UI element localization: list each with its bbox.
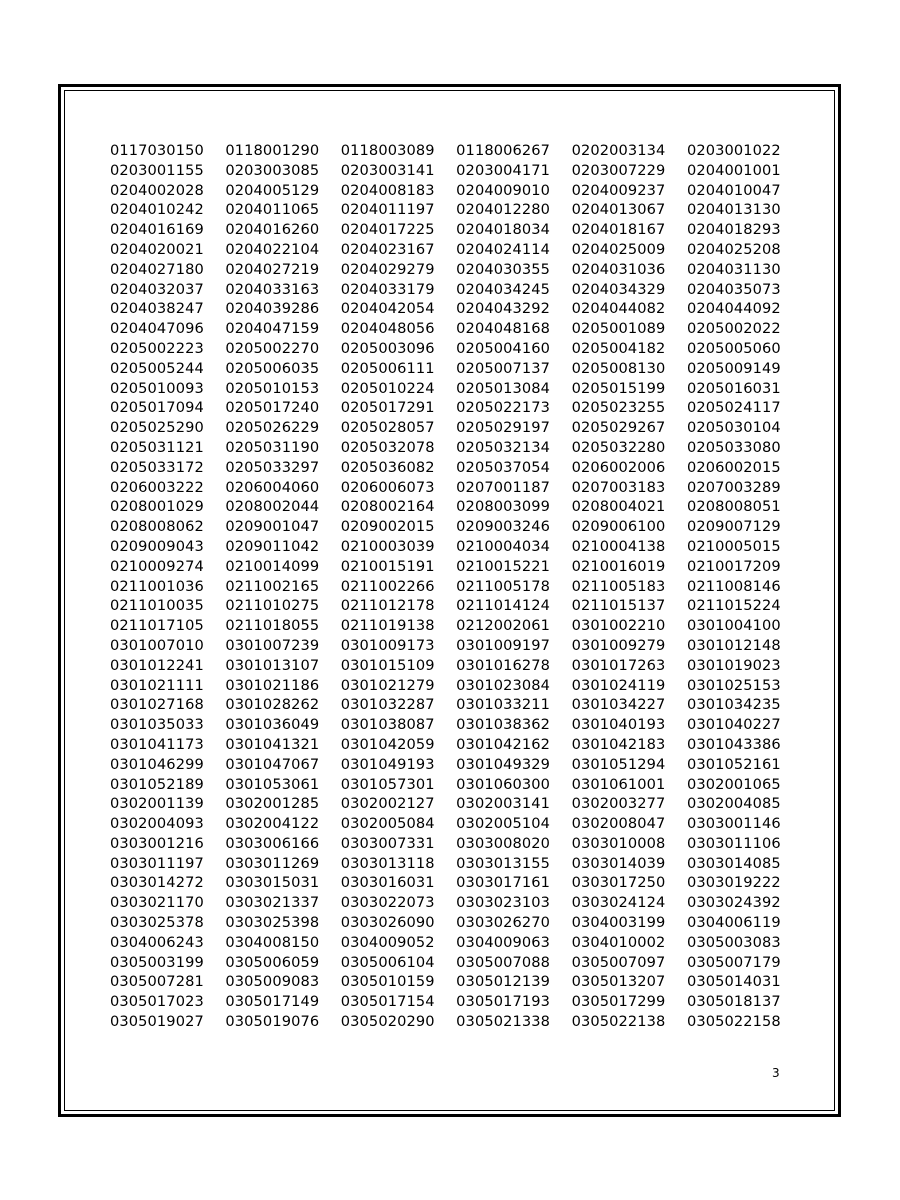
number-cell: 0210004138 [571, 537, 666, 555]
number-cell: 0303014085 [686, 854, 781, 872]
number-cell: 0205017094 [110, 399, 204, 417]
number-cell: 0301042183 [571, 735, 666, 753]
number-cell: 0207003289 [686, 478, 781, 496]
number-cell: 0204018167 [571, 221, 666, 239]
number-cell: 0304006119 [686, 914, 781, 932]
number-cell: 0209002015 [340, 518, 435, 536]
number-cell: 0303014039 [571, 854, 666, 872]
number-cell: 0205004182 [571, 339, 666, 357]
number-cell: 0203001155 [110, 161, 204, 179]
number-cell: 0301047067 [225, 755, 320, 773]
number-cell: 0302002127 [340, 795, 435, 813]
number-cell: 0305006059 [225, 953, 320, 971]
number-cell: 0305007179 [686, 953, 781, 971]
number-cell: 0203001022 [686, 142, 781, 159]
number-cell: 0209006100 [571, 518, 666, 536]
number-cell: 0211019138 [340, 617, 435, 635]
number-cell: 0302005104 [456, 815, 551, 833]
number-cell: 0301009173 [340, 636, 435, 654]
number-cell: 0211002266 [340, 577, 435, 595]
number-cell: 0211015224 [686, 597, 781, 615]
number-cell: 0211008146 [686, 577, 781, 595]
number-cell: 0301009197 [456, 636, 551, 654]
number-cell: 0305009083 [225, 973, 320, 991]
number-cell: 0204013130 [686, 201, 781, 219]
number-cell: 0305017299 [571, 993, 666, 1011]
number-cell: 0301034235 [686, 696, 781, 714]
number-cell: 0205013084 [456, 379, 551, 397]
number-cell: 0302004093 [110, 815, 204, 833]
number-cell: 0204022104 [225, 240, 320, 258]
number-cell: 0302003141 [456, 795, 551, 813]
number-cell: 0305014031 [686, 973, 781, 991]
number-cell: 0303014272 [110, 874, 204, 892]
number-cell: 0208002164 [340, 498, 435, 516]
number-cell: 0305019027 [110, 1013, 204, 1031]
number-cell: 0301007239 [225, 636, 320, 654]
number-cell: 0205002223 [110, 339, 204, 357]
number-cell: 0301017263 [571, 656, 666, 674]
number-cell: 0301036049 [225, 716, 320, 734]
number-cell: 0305017193 [456, 993, 551, 1011]
number-cell: 0301015109 [340, 656, 435, 674]
number-cell: 0212002061 [456, 617, 551, 635]
number-cell: 0301012148 [686, 636, 781, 654]
number-cell: 0305012139 [456, 973, 551, 991]
number-cell: 0205010093 [110, 379, 204, 397]
number-cell: 0205007137 [456, 359, 551, 377]
number-cell: 0305022138 [571, 1013, 666, 1031]
number-cell: 0210004034 [456, 537, 551, 555]
number-cell: 0303021170 [110, 894, 204, 912]
number-cell: 0303023103 [456, 894, 551, 912]
number-cell: 0205025290 [110, 419, 204, 437]
number-cell: 0303025398 [225, 914, 320, 932]
number-cell: 0301009279 [571, 636, 666, 654]
number-cell: 0301034227 [571, 696, 666, 714]
number-cell: 0301027168 [110, 696, 204, 714]
number-cell: 0301021111 [110, 676, 204, 694]
number-cell: 0204033163 [225, 280, 320, 298]
number-cell: 0205004160 [456, 339, 551, 357]
number-cell: 0205033297 [225, 458, 320, 476]
number-cell: 0305007088 [456, 953, 551, 971]
number-cell: 0211001036 [110, 577, 204, 595]
number-cell: 0206003222 [110, 478, 204, 496]
number-cell: 0209007129 [686, 518, 781, 536]
number-cell: 0204009010 [456, 181, 551, 199]
number-cell: 0204035073 [686, 280, 781, 298]
number-cell: 0302001139 [110, 795, 204, 813]
number-cell: 0303001216 [110, 834, 204, 852]
number-cell: 0301033211 [456, 696, 551, 714]
number-cell: 0304009063 [456, 933, 551, 951]
number-cell: 0302003277 [571, 795, 666, 813]
number-cell: 0211014124 [456, 597, 551, 615]
number-cell: 0303022073 [340, 894, 435, 912]
number-cell: 0206002006 [571, 458, 666, 476]
number-cell: 0204023167 [340, 240, 435, 258]
number-cell: 0210015221 [456, 557, 551, 575]
number-cell: 0206004060 [225, 478, 320, 496]
number-cell: 0205005060 [686, 339, 781, 357]
number-cell: 0305013207 [571, 973, 666, 991]
number-cell: 0118003089 [340, 142, 435, 159]
number-cell: 0301038087 [340, 716, 435, 734]
number-cell: 0301042162 [456, 735, 551, 753]
number-cell: 0205031121 [110, 438, 204, 456]
number-cell: 0205022173 [456, 399, 551, 417]
number-cell: 0301021186 [225, 676, 320, 694]
number-cell: 0301041173 [110, 735, 204, 753]
number-cell: 0301043386 [686, 735, 781, 753]
number-cell: 0204016169 [110, 221, 204, 239]
number-cell: 0206002015 [686, 458, 781, 476]
number-cell: 0203007229 [571, 161, 666, 179]
number-cell: 0303019222 [686, 874, 781, 892]
number-cell: 0303013155 [456, 854, 551, 872]
number-cell: 0205023255 [571, 399, 666, 417]
number-cell: 0205006035 [225, 359, 320, 377]
number-cell: 0305020290 [340, 1013, 435, 1031]
number-cell: 0303015031 [225, 874, 320, 892]
number-cell: 0305019076 [225, 1013, 320, 1031]
number-cell: 0305010159 [340, 973, 435, 991]
number-cell: 0208003099 [456, 498, 551, 516]
number-cell: 0211018055 [225, 617, 320, 635]
number-cell: 0205030104 [686, 419, 781, 437]
number-cell: 0304003199 [571, 914, 666, 932]
number-cell: 0204044092 [686, 300, 781, 318]
number-cell: 0211002165 [225, 577, 320, 595]
number-cell: 0305017023 [110, 993, 204, 1011]
number-cell: 0301012241 [110, 656, 204, 674]
number-cell: 0211015137 [571, 597, 666, 615]
number-cell: 0305018137 [686, 993, 781, 1011]
number-cell: 0301019023 [686, 656, 781, 674]
number-cell: 0302004122 [225, 815, 320, 833]
number-cell: 0303011269 [225, 854, 320, 872]
number-cell: 0301057301 [340, 775, 435, 793]
number-cell: 0304006243 [110, 933, 204, 951]
number-cell: 0303001146 [686, 815, 781, 833]
number-cell: 0303016031 [340, 874, 435, 892]
number-cell: 0204031130 [686, 260, 781, 278]
number-cell: 0205017291 [340, 399, 435, 417]
number-cell: 0301049329 [456, 755, 551, 773]
number-cell: 0204047096 [110, 320, 204, 338]
number-cell: 0202003134 [571, 142, 666, 159]
number-cell: 0204039286 [225, 300, 320, 318]
number-cell: 0205006111 [340, 359, 435, 377]
number-cell: 0204012280 [456, 201, 551, 219]
number-cell: 0305003199 [110, 953, 204, 971]
number-cell: 0301004100 [686, 617, 781, 635]
number-cell: 0208001029 [110, 498, 204, 516]
number-cell: 0210016019 [571, 557, 666, 575]
number-cell: 0204018034 [456, 221, 551, 239]
number-cell: 0205003096 [340, 339, 435, 357]
number-cell: 0205029267 [571, 419, 666, 437]
number-cell: 0303011197 [110, 854, 204, 872]
number-cell: 0303024392 [686, 894, 781, 912]
number-cell: 0301041321 [225, 735, 320, 753]
number-cell: 0205032280 [571, 438, 666, 456]
number-cell: 0204017225 [340, 221, 435, 239]
number-cell: 0204018293 [686, 221, 781, 239]
number-cell: 0210009274 [110, 557, 204, 575]
number-cell: 0301052189 [110, 775, 204, 793]
number-cell: 0301042059 [340, 735, 435, 753]
number-cell: 0209001047 [225, 518, 320, 536]
number-cell: 0301053061 [225, 775, 320, 793]
number-cell: 0301052161 [686, 755, 781, 773]
number-cell: 0305007097 [571, 953, 666, 971]
number-cell: 0205010224 [340, 379, 435, 397]
number-cell: 0210017209 [686, 557, 781, 575]
number-cell: 0205026229 [225, 419, 320, 437]
number-cell: 0303017161 [456, 874, 551, 892]
number-cell: 0301046299 [110, 755, 204, 773]
number-cell: 0204032037 [110, 280, 204, 298]
number-cell: 0204011197 [340, 201, 435, 219]
number-cell: 0204031036 [571, 260, 666, 278]
number-cell: 0204047159 [225, 320, 320, 338]
number-cell: 0302004085 [686, 795, 781, 813]
number-cell: 0210014099 [225, 557, 320, 575]
number-cell: 0303011106 [686, 834, 781, 852]
page-number: 3 [772, 1066, 780, 1080]
number-cell: 0204024114 [456, 240, 551, 258]
number-cell: 0304009052 [340, 933, 435, 951]
number-cell: 0305017154 [340, 993, 435, 1011]
number-cell: 0204025208 [686, 240, 781, 258]
number-cell: 0205015199 [571, 379, 666, 397]
number-cell: 0301016278 [456, 656, 551, 674]
number-cell: 0210005015 [686, 537, 781, 555]
number-cell: 0207003183 [571, 478, 666, 496]
number-cell: 0301040193 [571, 716, 666, 734]
number-cell: 0117030150 [110, 142, 204, 159]
number-cell: 0304010002 [571, 933, 666, 951]
number-cell: 0205005244 [110, 359, 204, 377]
number-cell: 0211005183 [571, 577, 666, 595]
number-cell: 0204013067 [571, 201, 666, 219]
number-cell: 0303007331 [340, 834, 435, 852]
number-cell: 0302001285 [225, 795, 320, 813]
number-cell: 0303013118 [340, 854, 435, 872]
number-cell: 0204044082 [571, 300, 666, 318]
number-cell: 0303026270 [456, 914, 551, 932]
number-cell: 0211010275 [225, 597, 320, 615]
number-cell: 0204027219 [225, 260, 320, 278]
number-cell: 0305007281 [110, 973, 204, 991]
number-cell: 0211005178 [456, 577, 551, 595]
number-list [110, 141, 790, 1032]
number-cell: 0204029279 [340, 260, 435, 278]
number-cell: 0208008062 [110, 518, 204, 536]
number-cell: 0302008047 [571, 815, 666, 833]
number-cell: 0204011065 [225, 201, 320, 219]
number-cell: 0204001001 [686, 161, 781, 179]
number-cell: 0205017240 [225, 399, 320, 417]
number-cell: 0205033080 [686, 438, 781, 456]
number-cell: 0210003039 [340, 537, 435, 555]
number-cell: 0301028262 [225, 696, 320, 714]
number-cell: 0209003246 [456, 518, 551, 536]
number-cell: 0205009149 [686, 359, 781, 377]
number-cell: 0204033179 [340, 280, 435, 298]
number-cell: 0303025378 [110, 914, 204, 932]
number-cell: 0301021279 [340, 676, 435, 694]
number-cell: 0205036082 [340, 458, 435, 476]
number-cell: 0301049193 [340, 755, 435, 773]
number-cell: 0204042054 [340, 300, 435, 318]
number-cell: 0204027180 [110, 260, 204, 278]
number-cell: 0305022158 [686, 1013, 781, 1031]
number-cell: 0211012178 [340, 597, 435, 615]
number-cell: 0204043292 [456, 300, 551, 318]
number-cell: 0301032287 [340, 696, 435, 714]
number-cell: 0204002028 [110, 181, 204, 199]
number-cell: 0203004171 [456, 161, 551, 179]
number-cell: 0204038247 [110, 300, 204, 318]
number-cell: 0305017149 [225, 993, 320, 1011]
number-cell: 0205029197 [456, 419, 551, 437]
number-cell: 0204025009 [571, 240, 666, 258]
number-cell: 0301024119 [571, 676, 666, 694]
number-cell: 0301002210 [571, 617, 666, 635]
number-cell: 0205002270 [225, 339, 320, 357]
number-cell: 0205024117 [686, 399, 781, 417]
number-cell: 0205010153 [225, 379, 320, 397]
number-cell: 0208004021 [571, 498, 666, 516]
number-cell: 0205037054 [456, 458, 551, 476]
number-cell: 0204016260 [225, 221, 320, 239]
number-cell: 0301007010 [110, 636, 204, 654]
number-cell: 0203003085 [225, 161, 320, 179]
number-cell: 0209011042 [225, 537, 320, 555]
number-cell: 0118001290 [225, 142, 320, 159]
number-cell: 0301013107 [225, 656, 320, 674]
number-cell: 0303008020 [456, 834, 551, 852]
number-cell: 0203003141 [340, 161, 435, 179]
number-cell: 0302005084 [340, 815, 435, 833]
number-cell: 0204030355 [456, 260, 551, 278]
number-cell: 0303021337 [225, 894, 320, 912]
number-cell: 0205028057 [340, 419, 435, 437]
number-cell: 0211010035 [110, 597, 204, 615]
number-cell: 0303010008 [571, 834, 666, 852]
number-cell: 0301038362 [456, 716, 551, 734]
number-cell: 0204020021 [110, 240, 204, 258]
number-cell: 0204048056 [340, 320, 435, 338]
number-cell: 0208002044 [225, 498, 320, 516]
number-cell: 0205031190 [225, 438, 320, 456]
number-cell: 0204034245 [456, 280, 551, 298]
number-cell: 0205008130 [571, 359, 666, 377]
number-cell: 0207001187 [456, 478, 551, 496]
number-cell: 0205016031 [686, 379, 781, 397]
number-cell: 0118006267 [456, 142, 551, 159]
number-cell: 0301051294 [571, 755, 666, 773]
number-cell: 0206006073 [340, 478, 435, 496]
number-cell: 0305006104 [340, 953, 435, 971]
number-cell: 0204009237 [571, 181, 666, 199]
number-cell: 0205032078 [340, 438, 435, 456]
number-cell: 0303024124 [571, 894, 666, 912]
number-cell: 0302001065 [686, 775, 781, 793]
number-cell: 0205001089 [571, 320, 666, 338]
number-cell: 0208008051 [686, 498, 781, 516]
number-cell: 0204010242 [110, 201, 204, 219]
number-cell: 0204005129 [225, 181, 320, 199]
number-cell: 0301025153 [686, 676, 781, 694]
number-cell: 0305003083 [686, 933, 781, 951]
number-cell: 0304008150 [225, 933, 320, 951]
number-cell: 0305021338 [456, 1013, 551, 1031]
number-cell: 0205002022 [686, 320, 781, 338]
number-cell: 0301061001 [571, 775, 666, 793]
number-cell: 0205033172 [110, 458, 204, 476]
number-cell: 0204034329 [571, 280, 666, 298]
number-cell: 0301060300 [456, 775, 551, 793]
number-cell: 0204010047 [686, 181, 781, 199]
number-cell: 0210015191 [340, 557, 435, 575]
number-cell: 0303026090 [340, 914, 435, 932]
number-cell: 0303006166 [225, 834, 320, 852]
number-cell: 0301035033 [110, 716, 204, 734]
number-cell: 0301040227 [686, 716, 781, 734]
number-cell: 0204008183 [340, 181, 435, 199]
number-cell: 0205032134 [456, 438, 551, 456]
number-cell: 0211017105 [110, 617, 204, 635]
number-cell: 0301023084 [456, 676, 551, 694]
number-cell: 0303017250 [571, 874, 666, 892]
number-cell: 0209009043 [110, 537, 204, 555]
number-cell: 0204048168 [456, 320, 551, 338]
